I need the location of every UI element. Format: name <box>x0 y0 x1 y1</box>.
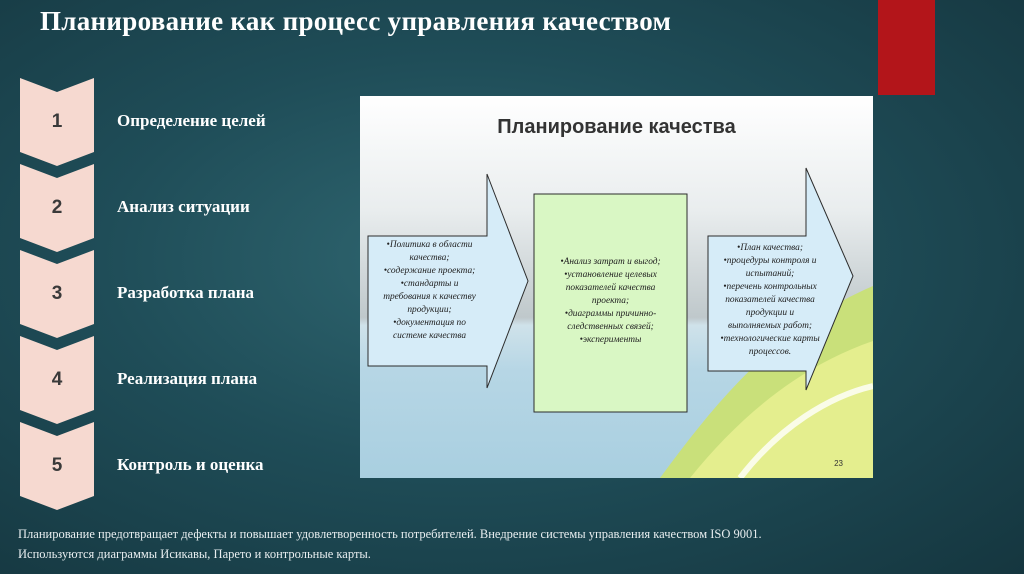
list-item: •План качества; <box>737 243 803 253</box>
list-item: •процедуры контроля и <box>723 256 817 266</box>
step-label: Разработка плана <box>117 283 254 302</box>
accent-rectangle <box>878 0 935 95</box>
left-box-text <box>372 239 487 343</box>
list-item: испытаний; <box>745 269 795 279</box>
step-label: Анализ ситуации <box>117 197 250 216</box>
slide-number: 23 <box>834 459 843 468</box>
list-item: •технологические карты <box>720 334 820 344</box>
list-item: процессов. <box>748 347 792 357</box>
list-item: •стандарты и <box>400 279 459 289</box>
step-item <box>20 250 350 338</box>
list-item: следственных связей; <box>567 322 654 332</box>
quality-planning-figure <box>360 96 873 478</box>
step-item <box>20 164 350 252</box>
list-item: продукции и <box>745 308 795 318</box>
footer-line: Используются диаграммы Исикавы, Парето и контрольные карты. <box>18 547 371 561</box>
step-item <box>20 78 350 166</box>
step-number: 3 <box>51 283 63 304</box>
step-number: 2 <box>51 197 63 218</box>
list-item: •Анализ затрат и выгод; <box>560 257 661 267</box>
list-item: •диаграммы причинно- <box>564 309 657 319</box>
list-item: показателей качества <box>565 283 656 293</box>
step-number: 4 <box>51 369 63 390</box>
footer-text <box>18 524 1008 564</box>
center-box-text <box>538 256 683 347</box>
step-label: Определение целей <box>117 111 266 130</box>
steps-list <box>20 78 350 508</box>
list-item: •установление целевых <box>564 270 657 280</box>
list-item: •содержание проекта; <box>383 266 476 276</box>
list-item: качества; <box>409 253 450 263</box>
list-item: требования к качеству <box>383 292 476 302</box>
list-item: •эксперименты <box>579 335 642 345</box>
list-item: продукции; <box>407 305 452 315</box>
figure-title: Планирование качества <box>497 116 736 138</box>
step-item <box>20 336 350 424</box>
list-item: выполняемых работ; <box>728 321 812 331</box>
step-number: 5 <box>51 455 63 476</box>
list-item: •перечень контрольных <box>723 282 817 292</box>
list-item: проекта; <box>591 296 630 306</box>
list-item: показателей качества <box>725 295 815 305</box>
footer-line: Планирование предотвращает дефекты и повышает удовлетворенность потребителей. Внедрение системы управления качеством ISO 9001. <box>18 527 762 541</box>
list-item: •Политика в области <box>386 240 473 250</box>
step-item <box>20 422 350 510</box>
page-title: Планирование как процесс управления качеством <box>40 6 672 36</box>
list-item: системе качества <box>392 331 467 341</box>
step-number: 1 <box>51 111 63 132</box>
step-label: Контроль и оценка <box>117 455 264 474</box>
step-label: Реализация плана <box>117 369 258 388</box>
right-box-text <box>710 242 830 359</box>
list-item: •документация по <box>393 318 466 328</box>
